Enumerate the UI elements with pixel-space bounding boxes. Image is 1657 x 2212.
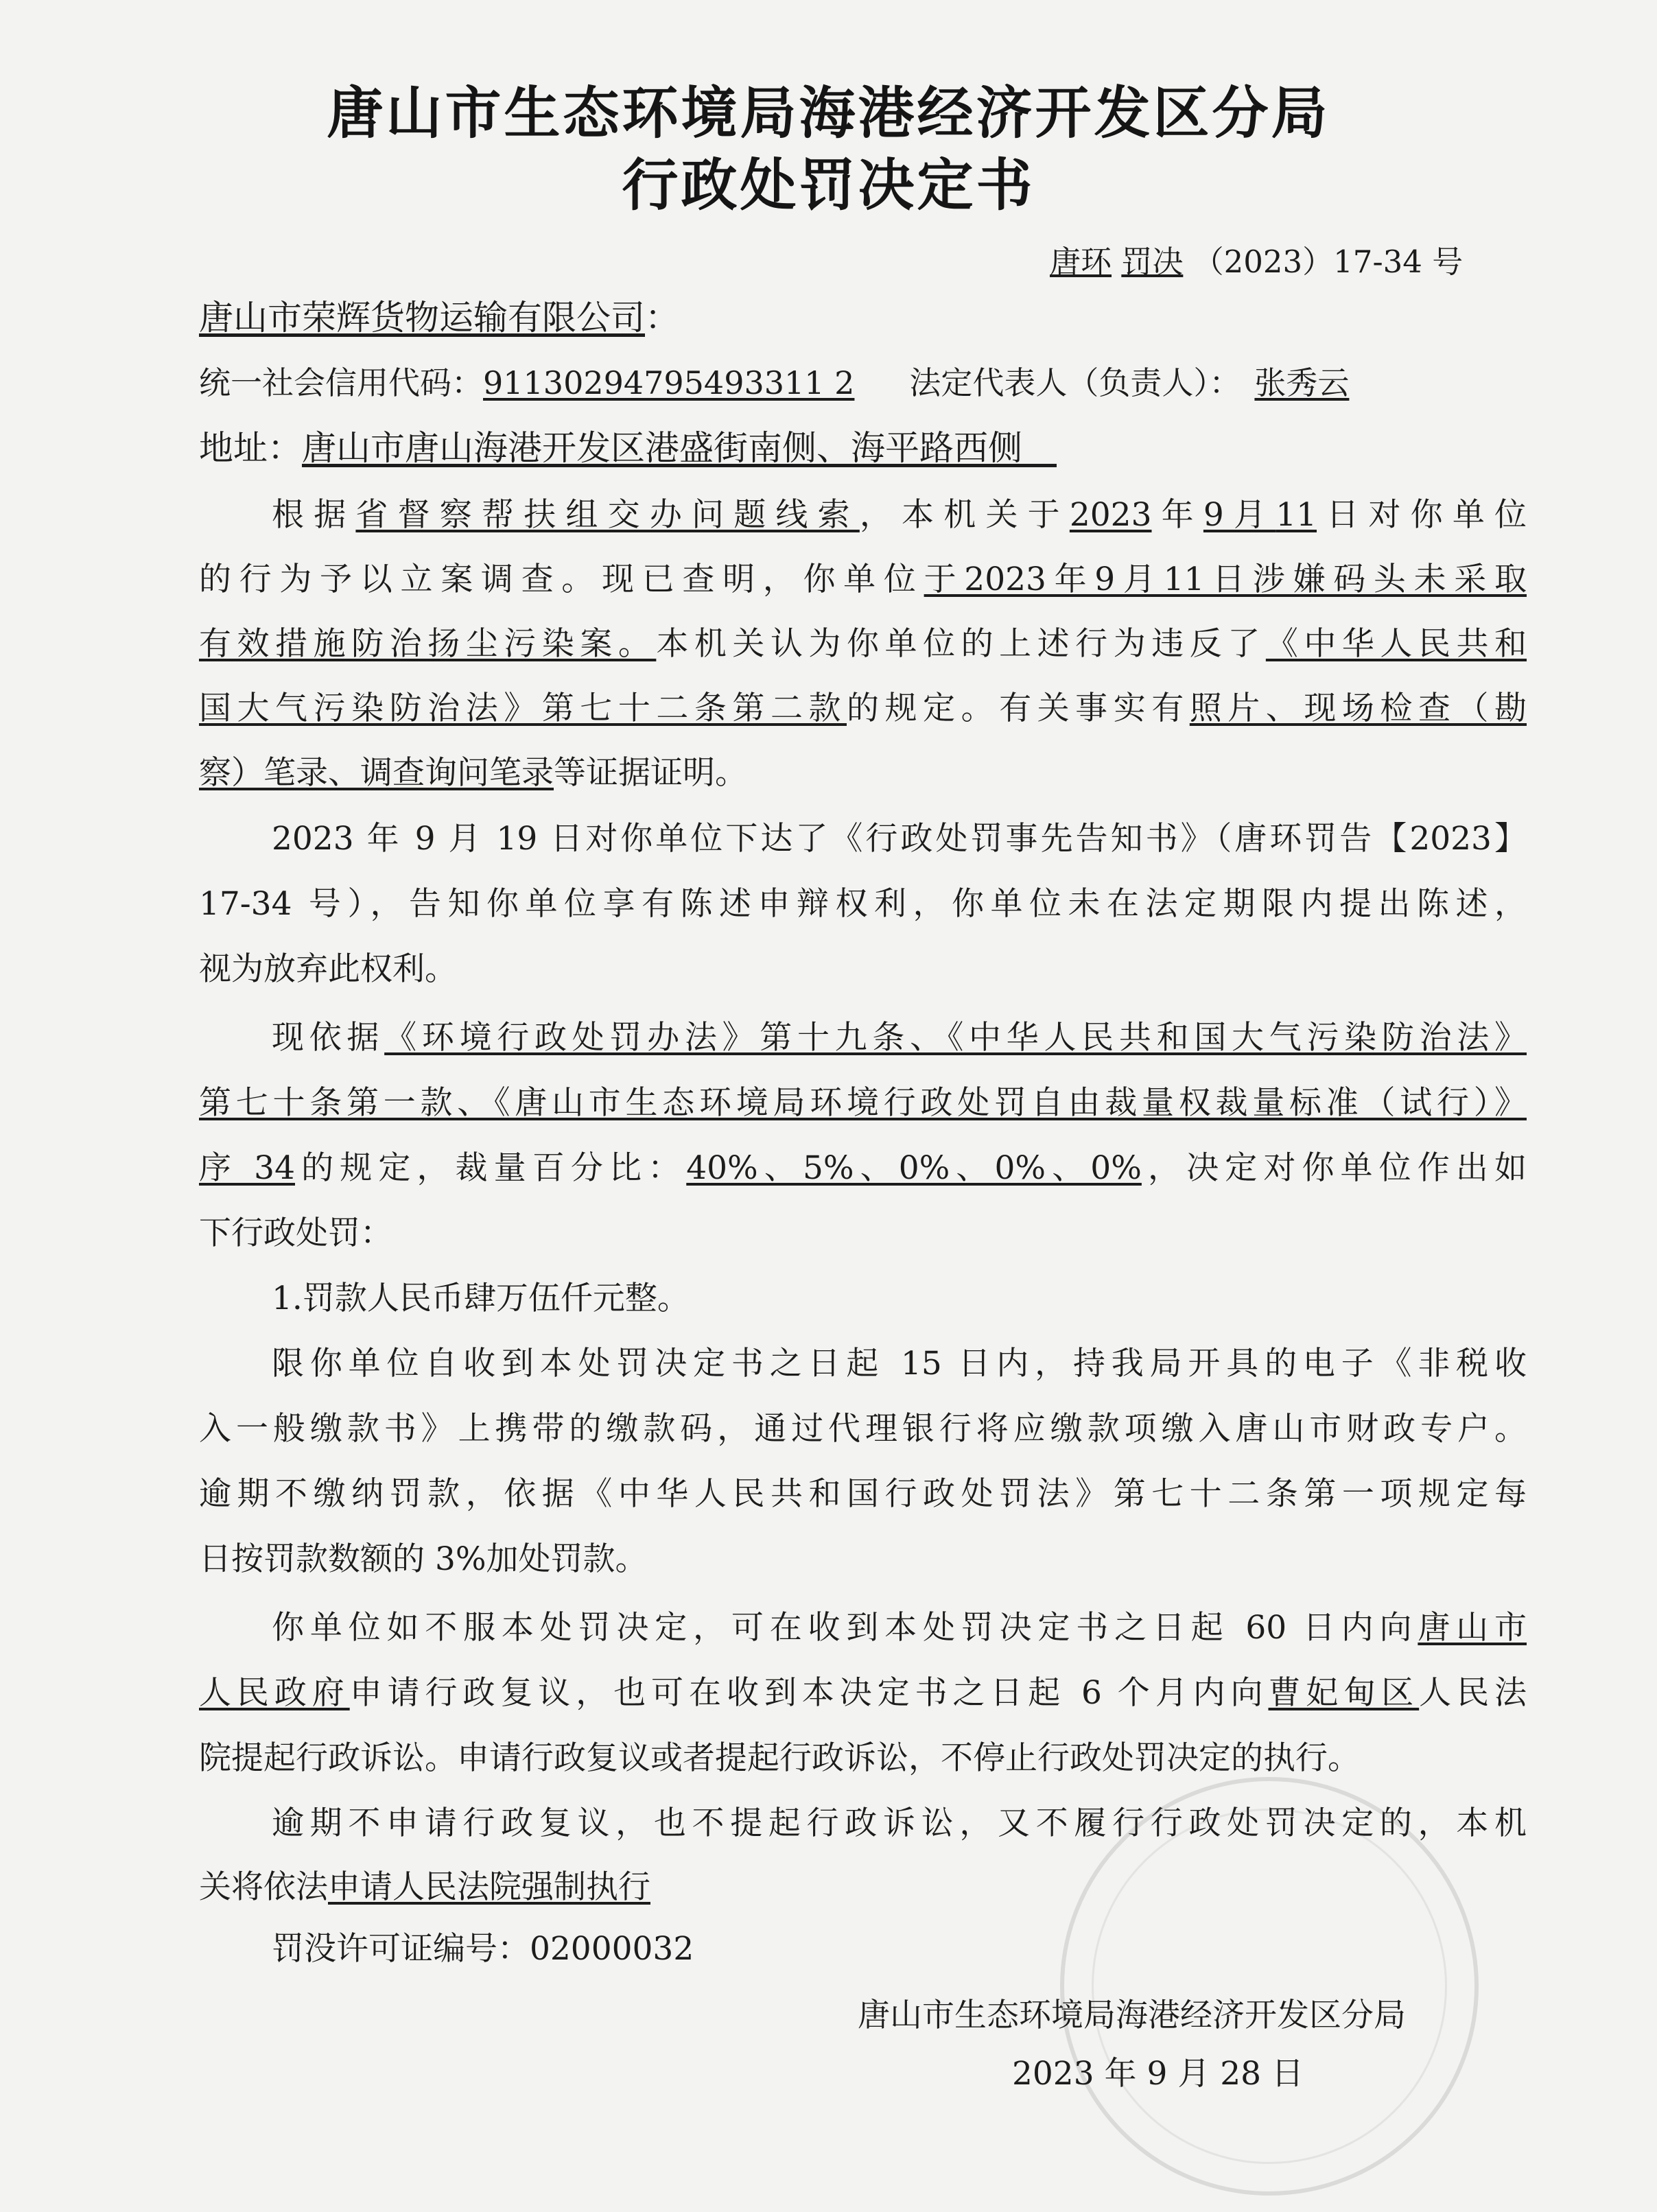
para7-line2: 关将依法申请人民法院强制执行 (199, 1868, 650, 1906)
para6-line1: 你单位如不服本处罚决定，可在收到本处罚决定书之日起 60 日内向唐山市 (272, 1609, 1527, 1647)
credit-code: 91130294795493311 2 (483, 364, 855, 401)
para5-line4: 日按罚款数额的 3%加处罚款。 (199, 1540, 648, 1578)
credit-code-label: 统一社会信用代码： (199, 364, 483, 401)
para3-line1: 现依据《环境行政处罚办法》第十九条、《中华人民共和国大气污染防治法》 (272, 1019, 1527, 1057)
para1-line3: 有效措施防治扬尘污染案。本机关认为你单位的上述行为违反了《中华人民共和 (199, 625, 1527, 663)
para2-line2: 17-34 号），告知你单位享有陈述申辩权利，你单位未在法定期限内提出陈述， (199, 885, 1527, 923)
legal-rep-label: 法定代表人（负责人）： (909, 364, 1241, 401)
para6-line2: 人民政府申请行政复议，也可在收到本决定书之日起 6 个月内向曹妃甸区人民法 (199, 1674, 1527, 1712)
official-seal (1060, 1777, 1479, 2196)
para1-line5: 察）笔录、调查询问笔录等证据证明。 (199, 754, 747, 792)
para5-line3: 逾期不缴纳罚款，依据《中华人民共和国行政处罚法》第七十二条第一项规定每 (199, 1475, 1527, 1513)
doc-number (1050, 237, 1530, 281)
official-seal-inner-ring (1092, 1809, 1447, 2164)
company-suffix: ： (645, 298, 679, 338)
recipient-company (199, 295, 1527, 340)
permit-number-label: 罚没许可证编号： (272, 1930, 530, 1968)
para7-line1: 逾期不申请行政复议，也不提起行政诉讼，又不履行行政处罚决定的，本机 (272, 1804, 1527, 1842)
doc-number-type: 罚决 (1121, 244, 1184, 280)
para1-line4: 国大气污染防治法》第七十二条第二款的规定。有关事实有照片、现场检查（勘 (199, 690, 1527, 727)
address: 唐山市唐山海港开发区港盛街南侧、海平路西侧 (302, 428, 1022, 468)
permit-number: 02000032 (530, 1930, 694, 1968)
issuer-org: 唐山市生态环境局海港经济开发区分局 (858, 1997, 1406, 2034)
issue-date: 2023 年 9 月 28 日 (1012, 2055, 1304, 2093)
para3-line3: 序 34的规定，裁量百分比：40%、5%、0%、0%、0%，决定对你单位作出如 (199, 1149, 1527, 1187)
permit-number-line (272, 1927, 1527, 1972)
para1-line1: 根据省督察帮扶组交办问题线索，本机关于2023年9月11日对你单位 (272, 496, 1527, 534)
address-label: 地址： (199, 428, 302, 468)
credit-line (199, 360, 1527, 405)
legal-rep: 张秀云 (1254, 364, 1350, 401)
company-name: 唐山市荣辉货物运输有限公司 (199, 298, 645, 338)
doc-title: 行政处罚决定书 (622, 152, 1035, 218)
doc-number-prefix: 唐环 (1050, 244, 1112, 280)
para3-line4: 下行政处罚： (199, 1214, 392, 1252)
para2-line1: 2023 年 9 月 19 日对你单位下达了《行政处罚事先告知书》（唐环罚告【2023】 (272, 820, 1527, 858)
para5-line2: 入一般缴款书》上携带的缴款码，通过代理银行将应缴款项缴入唐山市财政专户。 (199, 1410, 1527, 1448)
para6-line3: 院提起行政诉讼。申请行政复议或者提起行政诉讼，不停止行政处罚决定的执行。 (199, 1739, 1360, 1777)
para3-line2: 第七十条第一款、《唐山市生态环境局环境行政处罚自由裁量权裁量标准（试行）》 (199, 1084, 1527, 1122)
para1-line2: 的行为予以立案调查。现已查明，你单位于2023年9月11日涉嫌码头未采取 (199, 561, 1527, 598)
para5-line1: 限你单位自收到本处罚决定书之日起 15 日内，持我局开具的电子《非税收 (272, 1345, 1527, 1382)
org-title: 唐山市生态环境局海港经济开发区分局 (327, 80, 1330, 146)
doc-number-year: （2023）17-34 号 (1192, 244, 1464, 280)
para2-line3: 视为放弃此权利。 (199, 950, 457, 988)
address-line (199, 425, 1527, 471)
penalty-item: 1.罚款人民币肆万伍仟元整。 (272, 1280, 690, 1317)
